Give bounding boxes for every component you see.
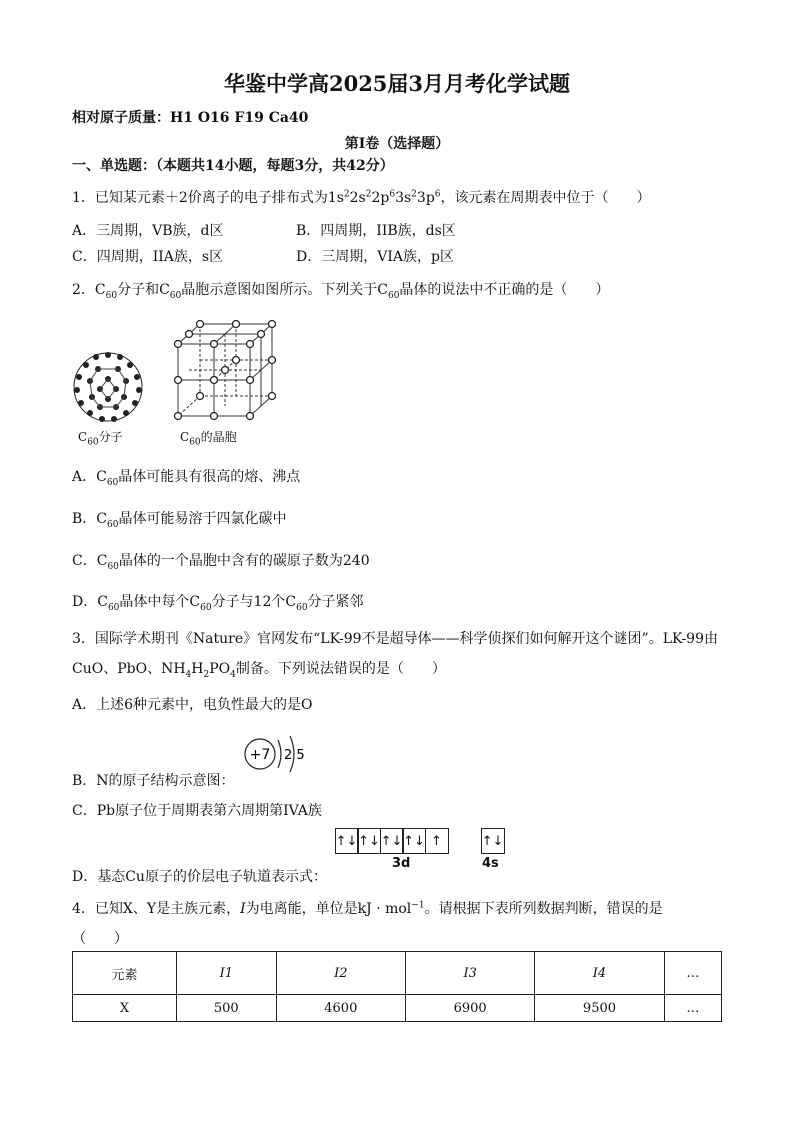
orbital-box: ↑↓	[481, 828, 505, 854]
section-label: 第Ⅰ卷（选择题）	[344, 136, 450, 152]
table-header-cell: I2	[276, 952, 405, 995]
orbital-box: ↑↓	[335, 828, 359, 854]
q3-option-b: B．N的原子结构示意图：	[72, 773, 235, 789]
orbital-box: ↑↓	[402, 828, 426, 854]
q1-option-a: A．三周期，VB族，d区	[72, 223, 224, 239]
q1-option-d: D．三周期，VIA族，p区	[296, 249, 454, 265]
table-header-row	[73, 952, 722, 995]
c60-unit-cell-figure	[168, 316, 278, 428]
q3-option-c: C．Pb原子位于周期表第六周期第IVA族	[72, 803, 322, 819]
q2-option-b: B．$C_{60}$晶体可能易溶于四氯化碳中	[72, 511, 287, 530]
table-header-cell: 元素	[73, 952, 177, 995]
orbital-3d-label: 3d	[392, 856, 411, 871]
table-header-cell: I1	[176, 952, 276, 995]
table-cell: X	[73, 995, 177, 1022]
q2-option-a: A．$C_{60}$晶体可能具有很高的熔、沸点	[72, 469, 301, 488]
q3-option-d: D．基态Cu原子的价层电子轨道表示式：	[72, 869, 327, 885]
orbital-box: ↑↓	[357, 828, 381, 854]
c60-molecule-caption: $C_{60}$分子	[78, 430, 123, 448]
orbital-box: ↑	[425, 828, 449, 854]
q3-option-a: A．上述6种元素中，电负性最大的是O	[72, 697, 313, 713]
q4-stem: 4．已知X、Y是主族元素，I为电离能，单位是kJ · mol$^{-1}$。请根据下表所列数据判断，错误的是	[72, 900, 663, 917]
table-cell: 500	[176, 995, 276, 1022]
orbital-4s-label: 4s	[482, 856, 499, 871]
nitrogen-atomic-structure-figure	[240, 732, 310, 782]
atomic-mass-line: 相对原子质量：H1 O16 F19 Ca40	[72, 110, 309, 126]
q4-stem-line2: （ ）	[72, 931, 128, 947]
table-cell: …	[664, 995, 721, 1022]
part1-heading: 一、单选题：（本题共14小题，每题3分，共42分）	[72, 158, 394, 174]
c60-molecule-figure	[70, 345, 150, 427]
q1-option-b: B．四周期，IIB族，ds区	[296, 223, 456, 239]
q1-stem: 1．已知某元素＋2价离子的电子排布式为$1s^22s^22p^63s^23p^6$，该元素在周期表中位于（ ）	[72, 189, 651, 206]
c60-unit-cell-caption: $C_{60}$的晶胞	[180, 430, 237, 448]
table-header-cell: I3	[405, 952, 534, 995]
table-row	[73, 995, 722, 1022]
table-cell: 9500	[535, 995, 664, 1022]
q1-option-c: C．四周期，IIA族，s区	[72, 249, 224, 265]
q2-stem: 2．$C_{60}$分子和$C_{60}$晶胞示意图如图所示。下列关于$C_{60}$晶体的说法中不正确的是（ ）	[72, 282, 610, 301]
ionization-energy-table	[72, 951, 722, 1022]
orbital-box: ↑↓	[380, 828, 404, 854]
orbital-4s-group	[482, 828, 505, 854]
page-title: 华鉴中学高2025届3月月考化学试题	[223, 71, 571, 96]
q3-stem-line1: 3．国际学术期刊《Nature》官网发布“LK-99不是超导体——科学侦探们如何解开这个谜团”。LK-99由	[72, 631, 719, 647]
table-cell: 6900	[405, 995, 534, 1022]
orbital-3d-group	[336, 828, 449, 854]
q2-option-c: C．$C_{60}$晶体的一个晶胞中含有的碳原子数为240	[72, 553, 370, 572]
q3-stem-line2: CuO、PbO、$NH_4H_2PO_4$制备。下列说法错误的是（ ）	[72, 661, 446, 680]
shell-electrons: 2 5	[284, 748, 305, 763]
table-header-cell: …	[664, 952, 721, 995]
q2-option-d: D．$C_{60}$晶体中每个$C_{60}$分子与12个$C_{60}$分子紧邻	[72, 594, 364, 613]
table-cell: 4600	[276, 995, 405, 1022]
nucleus-label: +7	[249, 747, 271, 763]
table-header-cell: I4	[535, 952, 664, 995]
